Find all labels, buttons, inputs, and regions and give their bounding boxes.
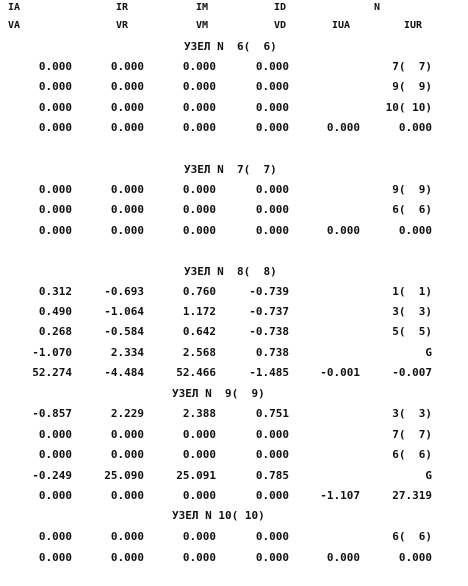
col-iur-header: IUR: [404, 20, 423, 31]
cell-col-2: 0.000: [110, 203, 144, 216]
cell-col-1: 0.000: [38, 80, 72, 93]
cell-col-6: 3( 3): [392, 305, 432, 318]
cell-col-1: 0.312: [38, 285, 72, 298]
node-title: [0, 162, 468, 178]
cell-col-3: 2.388: [182, 407, 216, 420]
node-title: [0, 386, 468, 402]
cell-col-4: -0.737: [249, 305, 289, 318]
cell-col-3: 0.000: [182, 60, 216, 73]
cell-col-6: 27.319: [392, 489, 432, 502]
col-iua-header: IUA: [332, 20, 351, 31]
data-row: [0, 79, 468, 95]
cell-col-1: 0.268: [38, 325, 72, 338]
cell-col-6: 5( 5): [392, 325, 432, 338]
col-vd-header: VD: [274, 20, 287, 31]
cell-col-1: 0.000: [38, 489, 72, 502]
data-row: [0, 223, 468, 239]
cell-col-3: 0.000: [182, 551, 216, 564]
cell-col-6: 9( 9): [392, 183, 432, 196]
data-row: [0, 406, 468, 422]
cell-col-1: 0.490: [38, 305, 72, 318]
cell-col-3: 25.091: [176, 469, 216, 482]
cell-col-1: 0.000: [38, 121, 72, 134]
cell-col-1: 0.000: [38, 428, 72, 441]
cell-col-1: -0.249: [32, 469, 72, 482]
cell-col-4: 0.000: [255, 183, 289, 196]
cell-col-1: 52.274: [32, 366, 72, 379]
cell-col-3: 0.760: [182, 285, 216, 298]
cell-col-4: 0.000: [255, 121, 289, 134]
column-header-row-1: [0, 0, 468, 16]
col-ia-header: IA: [8, 2, 21, 13]
cell-col-2: -1.064: [104, 305, 144, 318]
cell-col-2: 2.229: [110, 407, 144, 420]
cell-col-4: 0.000: [255, 80, 289, 93]
data-row: [0, 304, 468, 320]
data-row: [0, 447, 468, 463]
node-title: [0, 39, 468, 55]
cell-col-2: 0.000: [110, 80, 144, 93]
cell-col-1: 0.000: [38, 60, 72, 73]
cell-col-6: -0.007: [392, 366, 432, 379]
cell-col-5: -0.001: [320, 366, 360, 379]
cell-col-2: 0.000: [110, 530, 144, 543]
cell-col-4: -0.739: [249, 285, 289, 298]
cell-col-2: 0.000: [110, 489, 144, 502]
cell-col-6: G: [425, 469, 432, 482]
node-title-text: УЗЕЛ N 6( 6): [184, 40, 277, 53]
data-row: [0, 202, 468, 218]
col-vm-header: VM: [196, 20, 209, 31]
cell-col-1: -1.070: [32, 346, 72, 359]
data-row: [0, 284, 468, 300]
cell-col-3: 0.000: [182, 428, 216, 441]
cell-col-6: 6( 6): [392, 448, 432, 461]
cell-col-4: 0.751: [255, 407, 289, 420]
cell-col-6: 0.000: [398, 551, 432, 564]
cell-col-3: 0.000: [182, 183, 216, 196]
cell-col-5: -1.107: [320, 489, 360, 502]
cell-col-2: 0.000: [110, 448, 144, 461]
cell-col-2: 2.334: [110, 346, 144, 359]
data-row: [0, 182, 468, 198]
cell-col-1: 0.000: [38, 101, 72, 114]
cell-col-4: 0.000: [255, 101, 289, 114]
column-header-row-2: [0, 18, 468, 34]
data-row: [0, 345, 468, 361]
cell-col-5: 0.000: [326, 224, 360, 237]
cell-col-2: 0.000: [110, 183, 144, 196]
col-ir-header: IR: [116, 2, 129, 13]
cell-col-4: 0.738: [255, 346, 289, 359]
data-row: [0, 365, 468, 381]
cell-col-3: 0.000: [182, 80, 216, 93]
cell-col-1: 0.000: [38, 224, 72, 237]
cell-col-6: 9( 9): [392, 80, 432, 93]
data-row: [0, 59, 468, 75]
cell-col-3: 0.000: [182, 489, 216, 502]
col-im-header: IM: [196, 2, 209, 13]
cell-col-2: -4.484: [104, 366, 144, 379]
cell-col-2: 0.000: [110, 101, 144, 114]
cell-col-3: 1.172: [182, 305, 216, 318]
col-va-header: VA: [8, 20, 21, 31]
cell-col-6: 6( 6): [392, 530, 432, 543]
data-row: [0, 488, 468, 504]
cell-col-4: 0.000: [255, 530, 289, 543]
cell-col-2: 0.000: [110, 224, 144, 237]
cell-col-1: 0.000: [38, 448, 72, 461]
cell-col-4: 0.000: [255, 448, 289, 461]
cell-col-4: 0.785: [255, 469, 289, 482]
node-title-text: УЗЕЛ N 9( 9): [172, 387, 265, 400]
cell-col-4: -1.485: [249, 366, 289, 379]
cell-col-1: 0.000: [38, 203, 72, 216]
cell-col-2: 0.000: [110, 551, 144, 564]
cell-col-3: 0.000: [182, 224, 216, 237]
cell-col-6: 6( 6): [392, 203, 432, 216]
cell-col-1: 0.000: [38, 551, 72, 564]
cell-col-6: 7( 7): [392, 60, 432, 73]
cell-col-2: 0.000: [110, 60, 144, 73]
data-row: [0, 529, 468, 545]
data-row: [0, 324, 468, 340]
cell-col-6: 0.000: [398, 224, 432, 237]
cell-col-1: -0.857: [32, 407, 72, 420]
cell-col-6: 7( 7): [392, 428, 432, 441]
cell-col-3: 0.000: [182, 203, 216, 216]
node-title-text: УЗЕЛ N 8( 8): [184, 265, 277, 278]
node-title: [0, 264, 468, 280]
col-n-header: N: [374, 2, 381, 13]
data-row: [0, 550, 468, 566]
cell-col-2: -0.693: [104, 285, 144, 298]
cell-col-6: 1( 1): [392, 285, 432, 298]
cell-col-4: 0.000: [255, 551, 289, 564]
cell-col-5: 0.000: [326, 121, 360, 134]
cell-col-4: 0.000: [255, 224, 289, 237]
node-title-text: УЗЕЛ N 7( 7): [184, 163, 277, 176]
cell-col-2: 0.000: [110, 121, 144, 134]
col-vr-header: VR: [116, 20, 129, 31]
cell-col-4: 0.000: [255, 489, 289, 502]
cell-col-2: -0.584: [104, 325, 144, 338]
data-row: [0, 120, 468, 136]
cell-col-3: 2.568: [182, 346, 216, 359]
cell-col-6: 0.000: [398, 121, 432, 134]
cell-col-6: 10( 10): [385, 101, 432, 114]
cell-col-4: 0.000: [255, 60, 289, 73]
cell-col-2: 0.000: [110, 428, 144, 441]
cell-col-4: 0.000: [255, 428, 289, 441]
cell-col-4: 0.000: [255, 203, 289, 216]
cell-col-3: 0.642: [182, 325, 216, 338]
data-row: [0, 427, 468, 443]
col-id-header: ID: [274, 2, 287, 13]
cell-col-1: 0.000: [38, 183, 72, 196]
cell-col-1: 0.000: [38, 530, 72, 543]
cell-col-4: -0.738: [249, 325, 289, 338]
cell-col-3: 0.000: [182, 448, 216, 461]
cell-col-2: 25.090: [104, 469, 144, 482]
cell-col-6: G: [425, 346, 432, 359]
cell-col-3: 0.000: [182, 121, 216, 134]
cell-col-3: 0.000: [182, 101, 216, 114]
cell-col-5: 0.000: [326, 551, 360, 564]
node-title: [0, 508, 468, 524]
data-row: [0, 100, 468, 116]
data-row: [0, 468, 468, 484]
node-title-text: УЗЕЛ N 10( 10): [172, 509, 265, 522]
cell-col-6: 3( 3): [392, 407, 432, 420]
cell-col-3: 0.000: [182, 530, 216, 543]
cell-col-3: 52.466: [176, 366, 216, 379]
